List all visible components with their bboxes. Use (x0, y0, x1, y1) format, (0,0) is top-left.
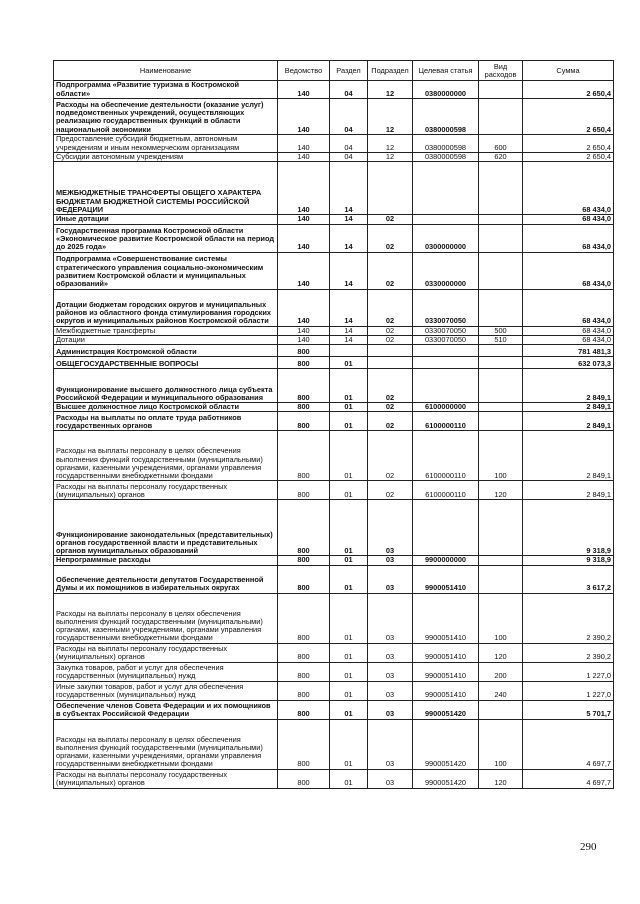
row-celevaya-statya: 6100000110 (413, 481, 479, 500)
row-podrazdel: 02 (368, 412, 413, 431)
row-celevaya-statya: 6100000110 (413, 431, 479, 481)
row-razdel (330, 345, 368, 357)
header-vid-rashodov: Вид расходов (479, 61, 523, 81)
row-celevaya-statya (413, 162, 479, 215)
row-vid-rashodov: 120 (479, 643, 523, 662)
row-name: Непрограммные расходы (54, 556, 278, 565)
row-razdel: 14 (330, 326, 368, 335)
row-vedomstvo: 800 (278, 345, 330, 357)
row-summa: 68 434,0 (523, 224, 614, 252)
row-razdel: 01 (330, 643, 368, 662)
row-vid-rashodov (479, 565, 523, 593)
table-body (54, 81, 614, 789)
header-summa: Сумма (523, 61, 614, 81)
row-vid-rashodov (479, 556, 523, 565)
header-celevaya-statya: Целевая статья (413, 61, 479, 81)
table-row (54, 481, 614, 500)
row-celevaya-statya: 0300000000 (413, 224, 479, 252)
row-vid-rashodov (479, 412, 523, 431)
row-razdel: 04 (330, 153, 368, 162)
row-vid-rashodov: 510 (479, 335, 523, 344)
row-razdel: 04 (330, 81, 368, 99)
row-razdel: 04 (330, 135, 368, 153)
row-vid-rashodov: 120 (479, 769, 523, 788)
table-row (54, 431, 614, 481)
row-summa: 68 434,0 (523, 335, 614, 344)
row-podrazdel: 02 (368, 335, 413, 344)
row-vedomstvo: 800 (278, 681, 330, 700)
table-row (54, 252, 614, 289)
row-name: Иные закупки товаров, работ и услуг для обеспечения государственных (муниципальных) нужд (54, 681, 278, 700)
row-podrazdel: 03 (368, 643, 413, 662)
row-celevaya-statya (413, 369, 479, 403)
row-name: Расходы на выплаты персоналу в целях обеспечения выполнения функций государственными (муниципальными) органами, казенными учреждениями, органами управления государственными внебюджетными фондами (54, 431, 278, 481)
row-podrazdel (368, 357, 413, 369)
row-celevaya-statya: 0380000598 (413, 153, 479, 162)
row-vedomstvo: 140 (278, 224, 330, 252)
row-razdel: 01 (330, 556, 368, 565)
table-row (54, 412, 614, 431)
table-row (54, 565, 614, 593)
row-summa: 68 434,0 (523, 252, 614, 289)
row-summa: 2 849,1 (523, 412, 614, 431)
budget-table (53, 60, 614, 789)
row-podrazdel: 03 (368, 500, 413, 556)
row-celevaya-statya: 9900051410 (413, 643, 479, 662)
row-vid-rashodov (479, 369, 523, 403)
row-razdel: 14 (330, 335, 368, 344)
row-razdel: 01 (330, 700, 368, 719)
row-summa: 632 073,3 (523, 357, 614, 369)
row-vid-rashodov (479, 224, 523, 252)
row-celevaya-statya: 9900051420 (413, 719, 479, 769)
row-vid-rashodov: 600 (479, 135, 523, 153)
row-name: Расходы на выплаты персоналу в целях обеспечения выполнения функций государственными (муниципальными) органами, казенными учреждениями, органами управления государственными внебюджетными фондами (54, 719, 278, 769)
table-row (54, 681, 614, 700)
row-celevaya-statya: 6100000000 (413, 403, 479, 412)
row-podrazdel: 12 (368, 99, 413, 135)
row-razdel: 14 (330, 289, 368, 326)
row-vedomstvo: 800 (278, 500, 330, 556)
row-podrazdel: 03 (368, 556, 413, 565)
row-summa: 2 650,4 (523, 135, 614, 153)
row-celevaya-statya: 9900051420 (413, 769, 479, 788)
header-vedomstvo: Ведомство (278, 61, 330, 81)
table-row (54, 357, 614, 369)
header-razdel: Раздел (330, 61, 368, 81)
row-celevaya-statya: 6100000110 (413, 412, 479, 431)
table-row (54, 215, 614, 224)
page-number: 290 (580, 841, 597, 853)
table-row (54, 700, 614, 719)
table-row (54, 769, 614, 788)
row-name: Государственная программа Костромской области «Экономическое развитие Костромской области на период до 2025 года» (54, 224, 278, 252)
row-summa: 5 701,7 (523, 700, 614, 719)
row-celevaya-statya (413, 500, 479, 556)
row-razdel: 01 (330, 500, 368, 556)
table-row (54, 335, 614, 344)
row-summa: 2 650,4 (523, 153, 614, 162)
row-vid-rashodov: 100 (479, 719, 523, 769)
table-row (54, 162, 614, 215)
row-celevaya-statya: 0330070050 (413, 289, 479, 326)
row-summa: 2 390,2 (523, 593, 614, 643)
row-podrazdel: 02 (368, 403, 413, 412)
row-summa: 68 434,0 (523, 215, 614, 224)
row-vedomstvo: 140 (278, 162, 330, 215)
row-name: Субсидии автономным учреждениям (54, 153, 278, 162)
table-row (54, 719, 614, 769)
row-name: Расходы на выплаты персоналу государственных (муниципальных) органов (54, 481, 278, 500)
row-celevaya-statya (413, 215, 479, 224)
row-podrazdel: 12 (368, 135, 413, 153)
row-name: Подпрограмма «Развитие туризма в Костромской области» (54, 81, 278, 99)
row-summa: 9 318,9 (523, 556, 614, 565)
row-vid-rashodov (479, 403, 523, 412)
row-vedomstvo: 800 (278, 593, 330, 643)
row-razdel: 04 (330, 99, 368, 135)
row-vedomstvo: 800 (278, 643, 330, 662)
row-name: Функционирование высшего должностного лица субъекта Российской Федерации и муниципального образования (54, 369, 278, 403)
row-summa: 68 434,0 (523, 162, 614, 215)
row-vid-rashodov: 620 (479, 153, 523, 162)
row-podrazdel: 02 (368, 481, 413, 500)
row-celevaya-statya: 0330000000 (413, 252, 479, 289)
table-header-row (54, 61, 614, 81)
row-vid-rashodov (479, 81, 523, 99)
row-podrazdel: 02 (368, 326, 413, 335)
row-name: Межбюджетные трансферты (54, 326, 278, 335)
row-razdel: 01 (330, 403, 368, 412)
row-vedomstvo: 800 (278, 412, 330, 431)
row-razdel: 01 (330, 431, 368, 481)
row-name: Закупка товаров, работ и услуг для обеспечения государственных (муниципальных) нужд (54, 662, 278, 681)
row-razdel: 14 (330, 215, 368, 224)
table-row (54, 593, 614, 643)
row-vedomstvo: 140 (278, 326, 330, 335)
row-vid-rashodov (479, 345, 523, 357)
row-celevaya-statya: 9900051410 (413, 681, 479, 700)
row-podrazdel: 02 (368, 224, 413, 252)
table-row (54, 99, 614, 135)
row-summa: 1 227,0 (523, 662, 614, 681)
row-vedomstvo: 140 (278, 215, 330, 224)
row-vid-rashodov: 200 (479, 662, 523, 681)
row-podrazdel: 02 (368, 252, 413, 289)
row-razdel: 01 (330, 719, 368, 769)
table-row (54, 224, 614, 252)
row-podrazdel: 03 (368, 662, 413, 681)
row-summa: 68 434,0 (523, 289, 614, 326)
row-vedomstvo: 800 (278, 403, 330, 412)
row-vedomstvo: 140 (278, 252, 330, 289)
row-podrazdel: 03 (368, 719, 413, 769)
row-name: Расходы на выплаты персоналу государственных (муниципальных) органов (54, 769, 278, 788)
row-vedomstvo: 800 (278, 719, 330, 769)
row-name: Предоставление субсидий бюджетным, автономным учреждениям и иным некоммерческим организациям (54, 135, 278, 153)
row-razdel: 01 (330, 481, 368, 500)
table-row (54, 289, 614, 326)
row-celevaya-statya: 0330070050 (413, 335, 479, 344)
row-summa: 2 849,1 (523, 481, 614, 500)
row-celevaya-statya: 9900051410 (413, 593, 479, 643)
row-name: Расходы на выплаты персоналу государственных (муниципальных) органов (54, 643, 278, 662)
row-podrazdel: 02 (368, 215, 413, 224)
row-vedomstvo: 800 (278, 556, 330, 565)
row-summa: 4 697,7 (523, 719, 614, 769)
table-row (54, 556, 614, 565)
row-vedomstvo: 800 (278, 700, 330, 719)
row-vid-rashodov (479, 99, 523, 135)
row-vedomstvo: 800 (278, 369, 330, 403)
row-vedomstvo: 140 (278, 289, 330, 326)
row-vid-rashodov (479, 357, 523, 369)
row-name: Высшее должностное лицо Костромской области (54, 403, 278, 412)
table-row (54, 500, 614, 556)
table-row (54, 369, 614, 403)
row-summa: 2 650,4 (523, 99, 614, 135)
row-vedomstvo: 800 (278, 431, 330, 481)
row-razdel: 01 (330, 681, 368, 700)
row-vedomstvo: 140 (278, 81, 330, 99)
row-vid-rashodov: 500 (479, 326, 523, 335)
table-row (54, 345, 614, 357)
row-name: Дотации (54, 335, 278, 344)
row-podrazdel (368, 345, 413, 357)
row-celevaya-statya: 0380000000 (413, 81, 479, 99)
row-celevaya-statya: 9900051410 (413, 565, 479, 593)
row-podrazdel: 03 (368, 681, 413, 700)
row-summa: 2 849,1 (523, 369, 614, 403)
row-razdel: 14 (330, 162, 368, 215)
row-razdel: 01 (330, 662, 368, 681)
row-name: Расходы на выплаты персоналу в целях обеспечения выполнения функций государственными (муниципальными) органами, казенными учреждениями, органами управления государственными внебюджетными фондами (54, 593, 278, 643)
table-row (54, 662, 614, 681)
header-podrazdel: Подраздел (368, 61, 413, 81)
table-row (54, 153, 614, 162)
row-summa: 2 390,2 (523, 643, 614, 662)
row-vid-rashodov: 100 (479, 431, 523, 481)
row-vedomstvo: 800 (278, 565, 330, 593)
row-name: Иные дотации (54, 215, 278, 224)
row-vedomstvo: 800 (278, 662, 330, 681)
row-summa: 1 227,0 (523, 681, 614, 700)
row-vid-rashodov (479, 289, 523, 326)
table-row (54, 403, 614, 412)
row-razdel: 14 (330, 224, 368, 252)
table-row (54, 135, 614, 153)
header-name: Наименование (54, 61, 278, 81)
row-name: МЕЖБЮДЖЕТНЫЕ ТРАНСФЕРТЫ ОБЩЕГО ХАРАКТЕРА БЮДЖЕТАМ БЮДЖЕТНОЙ СИСТЕМЫ РОССИЙСКОЙ ФЕДЕРАЦИИ (54, 162, 278, 215)
row-name: Администрация Костромской области (54, 345, 278, 357)
row-vedomstvo: 800 (278, 357, 330, 369)
row-vid-rashodov: 100 (479, 593, 523, 643)
table-row (54, 643, 614, 662)
row-podrazdel (368, 162, 413, 215)
row-vedomstvo: 800 (278, 769, 330, 788)
row-podrazdel: 03 (368, 565, 413, 593)
row-celevaya-statya: 9900000000 (413, 556, 479, 565)
row-name: ОБЩЕГОСУДАРСТВЕННЫЕ ВОПРОСЫ (54, 357, 278, 369)
row-podrazdel: 02 (368, 431, 413, 481)
row-name: Расходы на обеспечение деятельности (оказание услуг) подведомственных учреждений, осуществляющих реализацию государственных функций в области национальной экономики (54, 99, 278, 135)
table-row (54, 81, 614, 99)
table-row (54, 326, 614, 335)
row-podrazdel: 02 (368, 369, 413, 403)
row-razdel: 01 (330, 369, 368, 403)
row-name: Дотации бюджетам городских округов и муниципальных районов из областного фонда стимулирования городских округов и муниципальных районов Костромской области (54, 289, 278, 326)
row-summa: 781 481,3 (523, 345, 614, 357)
row-name: Обеспечение членов Совета Федерации и их помощников в субъектах Российской Федерации (54, 700, 278, 719)
row-name: Обеспечение деятельности депутатов Государственной Думы и их помощников в избирательных округах (54, 565, 278, 593)
row-razdel: 01 (330, 769, 368, 788)
row-celevaya-statya: 0330070050 (413, 326, 479, 335)
row-podrazdel: 03 (368, 769, 413, 788)
row-vedomstvo: 140 (278, 99, 330, 135)
row-vid-rashodov (479, 215, 523, 224)
row-razdel: 01 (330, 412, 368, 431)
row-summa: 2 650,4 (523, 81, 614, 99)
row-name: Функционирование законодательных (представительных) органов государственной власти и представительных органов муниципальных образований (54, 500, 278, 556)
row-podrazdel: 12 (368, 153, 413, 162)
row-celevaya-statya: 0380000598 (413, 135, 479, 153)
row-vedomstvo: 140 (278, 153, 330, 162)
row-razdel: 01 (330, 565, 368, 593)
row-celevaya-statya (413, 357, 479, 369)
row-razdel: 01 (330, 357, 368, 369)
row-vedomstvo: 140 (278, 135, 330, 153)
row-razdel: 14 (330, 252, 368, 289)
row-summa: 68 434,0 (523, 326, 614, 335)
row-vid-rashodov (479, 700, 523, 719)
row-vedomstvo: 140 (278, 335, 330, 344)
row-summa: 9 318,9 (523, 500, 614, 556)
row-celevaya-statya: 9900051420 (413, 700, 479, 719)
row-razdel: 01 (330, 593, 368, 643)
row-podrazdel: 03 (368, 700, 413, 719)
row-summa: 4 697,7 (523, 769, 614, 788)
row-podrazdel: 02 (368, 289, 413, 326)
row-summa: 2 849,1 (523, 431, 614, 481)
row-vid-rashodov: 120 (479, 481, 523, 500)
row-vid-rashodov (479, 162, 523, 215)
row-podrazdel: 03 (368, 593, 413, 643)
row-vedomstvo: 800 (278, 481, 330, 500)
row-celevaya-statya: 0380000598 (413, 99, 479, 135)
row-name: Расходы на выплаты по оплате труда работников государственных органов (54, 412, 278, 431)
row-vid-rashodov (479, 500, 523, 556)
row-vid-rashodov: 240 (479, 681, 523, 700)
row-summa: 2 849,1 (523, 403, 614, 412)
row-podrazdel: 12 (368, 81, 413, 99)
row-celevaya-statya: 9900051410 (413, 662, 479, 681)
row-vid-rashodov (479, 252, 523, 289)
row-name: Подпрограмма «Совершенствование системы стратегического управления социально-экономическим развитием Костромской области и муниципальных образований» (54, 252, 278, 289)
row-summa: 3 617,2 (523, 565, 614, 593)
row-celevaya-statya (413, 345, 479, 357)
